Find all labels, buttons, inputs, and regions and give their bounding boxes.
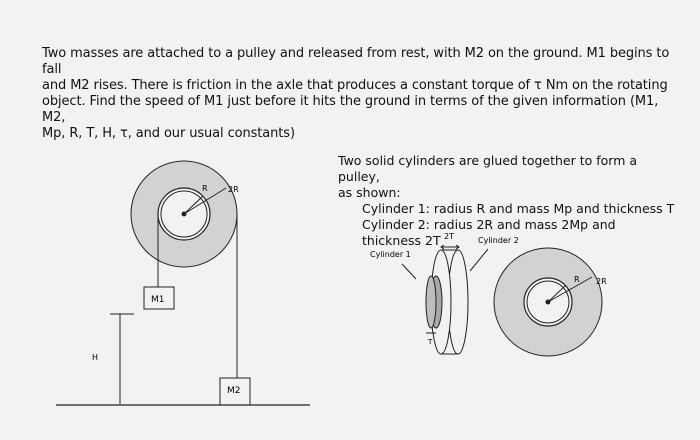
- cylinder2-pointer: [470, 249, 488, 271]
- mass-m1-label: M1: [151, 295, 165, 305]
- cylinder1-spec: Cylinder 1: radius R and mass Mp and thickness T: [362, 201, 675, 216]
- cylinder2-spec: Cylinder 2: radius 2R and mass 2Mp and thickness 2T: [362, 217, 616, 248]
- thickness-2t-label: 2T: [444, 232, 454, 241]
- height-label: H: [92, 353, 99, 362]
- cylinder1-label: Cylinder 1: [370, 250, 411, 259]
- problem-line: object. Find the speed of M1 just before it hits the ground in terms of the given information (M1, M2,: [42, 94, 659, 125]
- description-intro: Two solid cylinders are glued together to form a pulley,: [338, 153, 638, 184]
- side-view-cylinder1: [426, 276, 442, 328]
- problem-line: and M2 rises. There is friction in the axle that produces a constant torque of τ Nm on the rotating: [42, 78, 668, 93]
- thickness-t-label: T: [428, 338, 433, 346]
- cylinder2-label: Cylinder 2: [478, 236, 519, 245]
- radius-r-label: R: [202, 184, 208, 193]
- mass-m2-label: M2: [227, 386, 241, 396]
- front-radius-2r-label: 2R: [596, 277, 607, 286]
- radius-2r-label: 2R: [228, 185, 239, 194]
- problem-line: Two masses are attached to a pulley and released from rest, with M2 on the ground. M1 begins to fall: [42, 46, 670, 77]
- cylinder1-pointer: [402, 264, 416, 279]
- problem-line: Mp, R, T, H, τ, and our usual constants): [42, 126, 295, 141]
- front-radius-r-label: R: [574, 275, 580, 284]
- description-intro: as shown:: [338, 185, 401, 200]
